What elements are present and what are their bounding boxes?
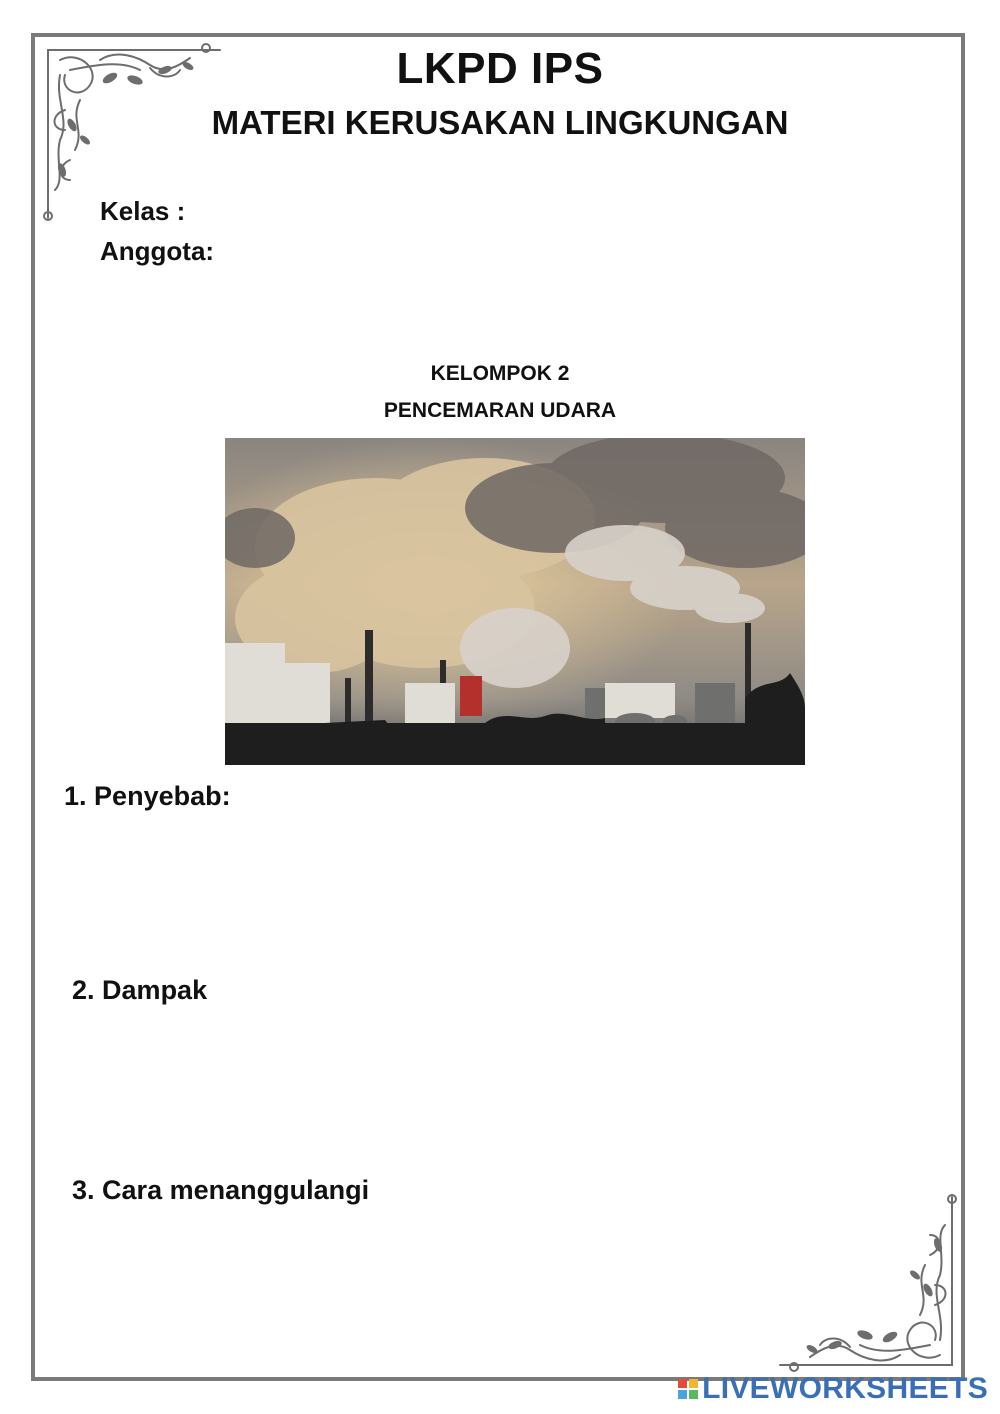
question-label: Dampak xyxy=(102,975,208,1005)
group-number: KELOMPOK 2 xyxy=(430,362,570,385)
group-topic: PENCEMARAN UDARA xyxy=(383,399,617,422)
question-number: 3. xyxy=(72,1175,95,1205)
anggota-label: Anggota: xyxy=(100,236,215,266)
air-pollution-photo xyxy=(225,438,805,765)
question-3 xyxy=(72,1175,369,1206)
liveworksheets-brand[interactable] xyxy=(678,1372,988,1406)
corner-ornament-bottom-right xyxy=(770,1190,960,1375)
question-number: 2. xyxy=(72,975,95,1005)
question-label: Cara menanggulangi xyxy=(102,1175,370,1205)
worksheet-title: LKPD IPS xyxy=(396,44,604,93)
liveworksheets-logo-icon xyxy=(678,1379,698,1399)
worksheet-subtitle: MATERI KERUSAKAN LINGKUNGAN xyxy=(211,104,789,141)
question-2 xyxy=(72,975,207,1006)
question-1 xyxy=(64,781,231,812)
question-number: 1. xyxy=(64,781,87,811)
kelas-label: Kelas : xyxy=(100,196,186,226)
brand-name: LIVEWORKSHEETS xyxy=(702,1372,988,1405)
question-label: Penyebab: xyxy=(94,781,231,811)
